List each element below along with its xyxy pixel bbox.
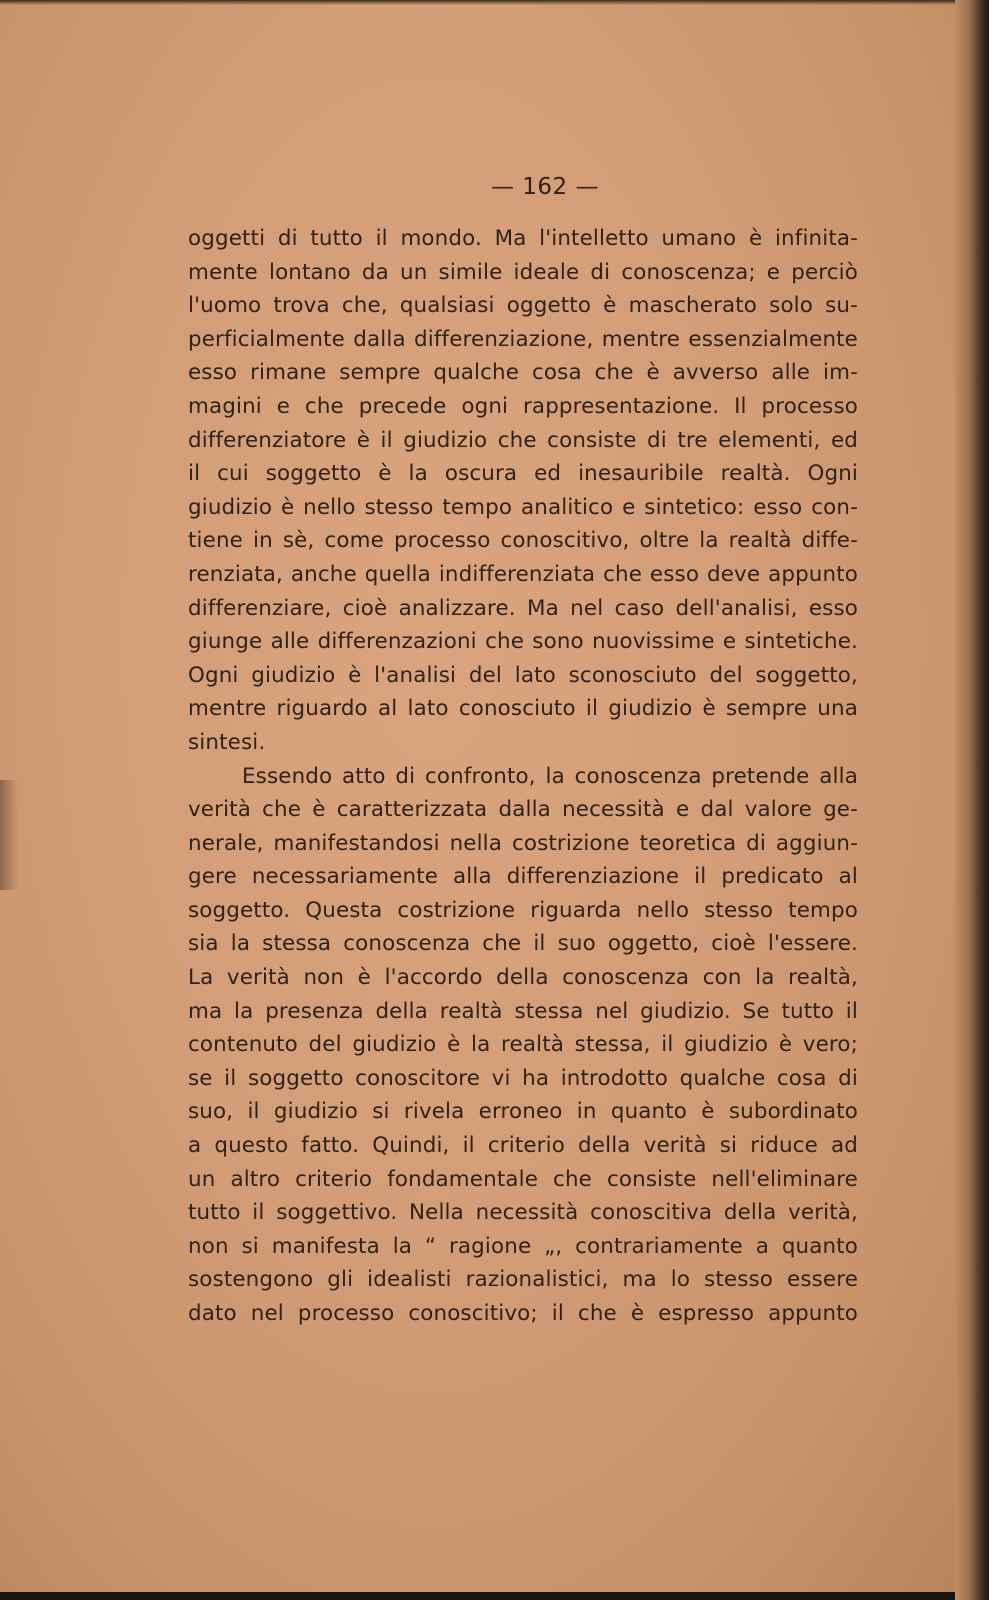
- text-line: perficialmente dalla differenziazione, mentre essenzialmente: [188, 326, 858, 352]
- text-line: sintesi.: [188, 729, 266, 755]
- text-line: suo, il giudizio si rivela erroneo in quanto è subordinato: [188, 1099, 858, 1125]
- paragraph: [188, 760, 858, 1331]
- text-line: dato nel processo conoscitivo; il che è espresso appunto: [188, 1301, 858, 1326]
- text-line: contenuto del giudizio è la realtà stessa, il giudizio è vero;: [188, 1032, 858, 1058]
- text-line: esso rimane sempre qualche cosa che è avverso alle im-: [188, 360, 858, 386]
- text-line: nerale, manifestandosi nella costrizione teoretica di aggiun-: [188, 830, 858, 856]
- paragraph: [188, 222, 858, 760]
- page-right-edge: [955, 0, 989, 1600]
- text-line: giudizio è nello stesso tempo analitico e sintetico: esso con-: [188, 494, 858, 520]
- text-line: il cui soggetto è la oscura ed inesauribile realtà. Ogni: [188, 461, 858, 487]
- text-line: differenziatore è il giudizio che consiste di tre elementi, ed: [188, 427, 858, 453]
- text-line: l'uomo trova che, qualsiasi oggetto è mascherato solo su-: [188, 293, 858, 319]
- text-line: sostengono gli idealisti razionalistici, ma lo stesso essere: [188, 1267, 858, 1293]
- text-line: sia la stessa conoscenza che il suo oggetto, cioè l'essere.: [188, 931, 858, 957]
- text-line: Ogni giudizio è l'analisi del lato sconosciuto del soggetto,: [188, 662, 858, 688]
- text-line: un altro criterio fondamentale che consiste nell'eliminare: [188, 1166, 858, 1192]
- page-stain: [0, 780, 18, 890]
- page-number: — 162 —: [490, 174, 600, 200]
- text-line: renziata, anche quella indifferenziata che esso deve appunto: [188, 561, 858, 587]
- text-line: magini e che precede ogni rappresentazione. Il processo: [188, 393, 858, 419]
- text-line: soggetto. Questa costrizione riguarda nello stesso tempo: [188, 897, 858, 923]
- text-line: oggetti di tutto il mondo. Ma l'intelletto umano è infinita-: [188, 226, 858, 251]
- text-line: a questo fatto. Quindi, il criterio della verità si riduce ad: [188, 1133, 858, 1159]
- text-line: se il soggetto conoscitore vi ha introdotto qualche cosa di: [188, 1065, 858, 1091]
- page-body: [188, 222, 858, 1331]
- text-line: mente lontano da un simile ideale di conoscenza; e perciò: [188, 259, 858, 285]
- text-line: verità che è caratterizzata dalla necessità e dal valore ge-: [188, 797, 858, 823]
- text-line: Essendo atto di confronto, la conoscenza pretende alla: [242, 763, 858, 789]
- text-line: giunge alle differenzazioni che sono nuovissime e sintetiche.: [188, 629, 858, 655]
- text-line: mentre riguardo al lato conosciuto il giudizio è sempre una: [188, 696, 858, 722]
- text-line: tiene in sè, come processo conoscitivo, oltre la realtà diffe-: [188, 528, 858, 554]
- text-line: La verità non è l'accordo della conoscenza con la realtà,: [188, 965, 858, 991]
- text-line: ma la presenza della realtà stessa nel giudizio. Se tutto il: [188, 998, 858, 1024]
- text-line: non si manifesta la “ ragione „, contrariamente a quanto: [188, 1233, 858, 1259]
- text-line: tutto il soggettivo. Nella necessità conoscitiva della verità,: [188, 1200, 858, 1226]
- page-top-edge: [0, 0, 989, 5]
- text-line: differenziare, cioè analizzare. Ma nel caso dell'analisi, esso: [188, 595, 858, 621]
- text-line: gere necessariamente alla differenziazione il predicato al: [188, 864, 858, 890]
